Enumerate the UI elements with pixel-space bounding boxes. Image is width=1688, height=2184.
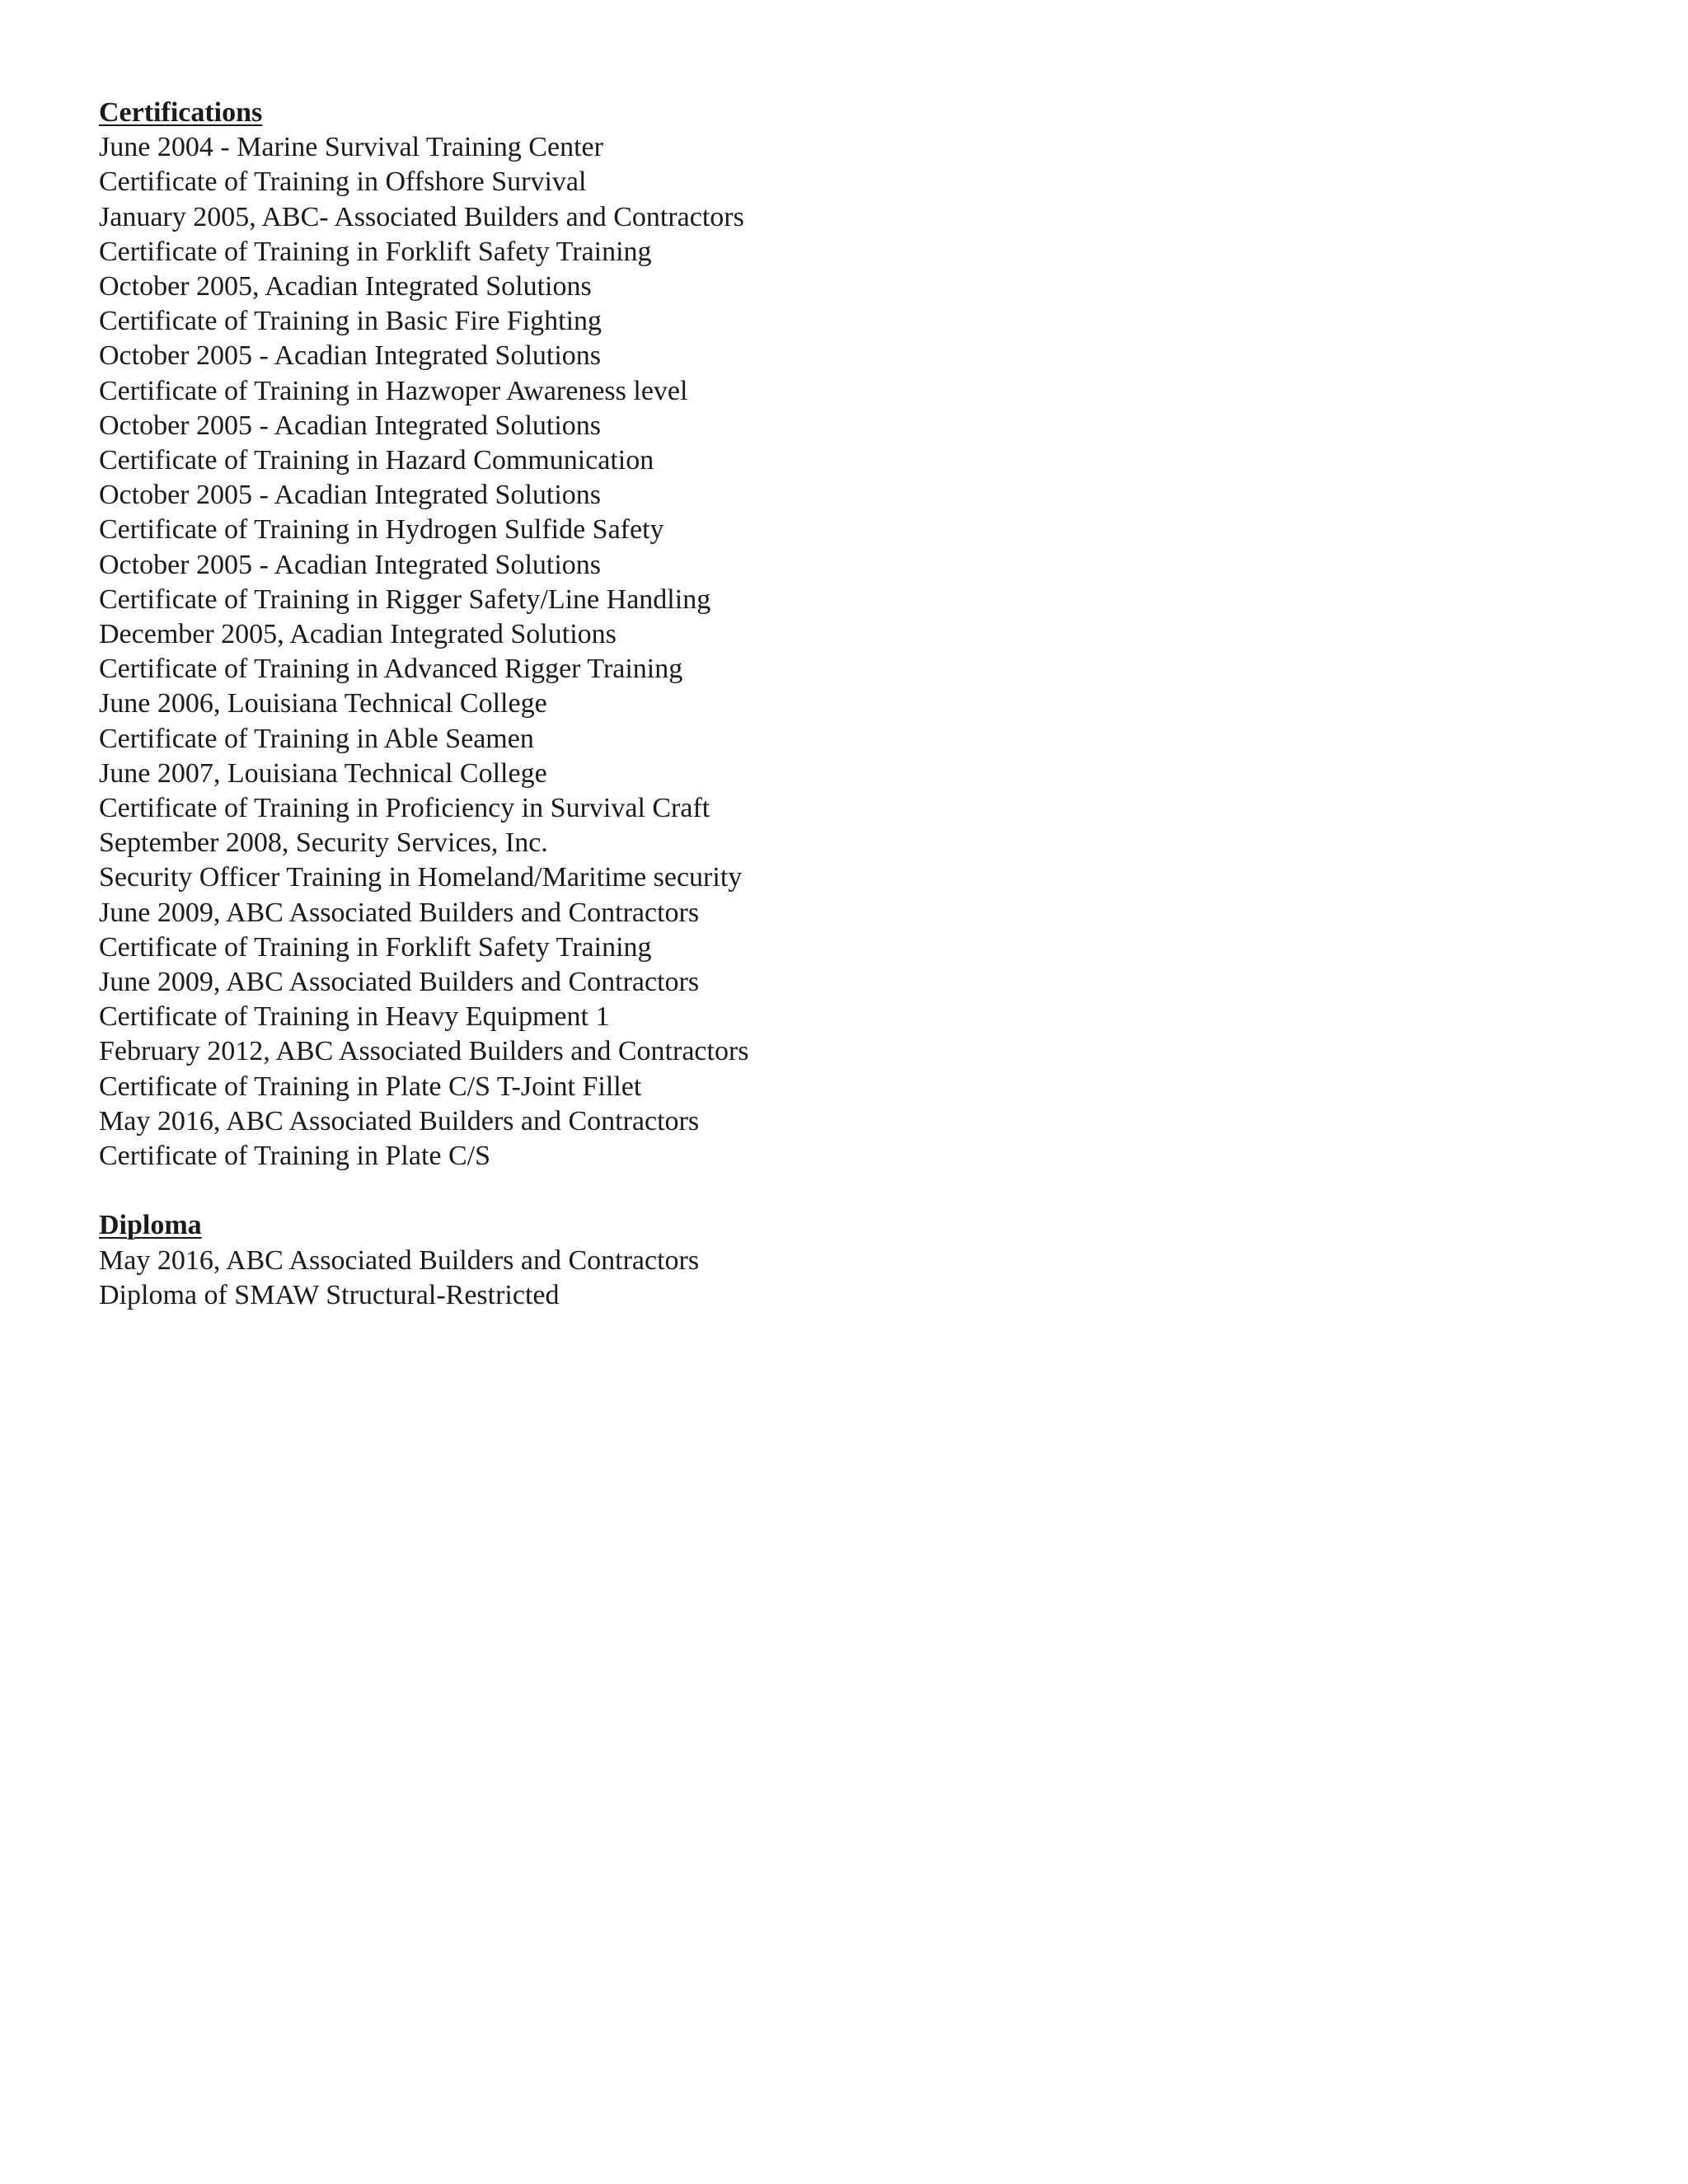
certification-line: September 2008, Security Services, Inc. <box>99 827 548 859</box>
certification-line: January 2005, ABC- Associated Builders and Contractors <box>99 201 744 232</box>
certification-line: Certificate of Training in Proficiency in Survival Craft <box>99 793 710 824</box>
certification-line: Certificate of Training in Forklift Safety Training <box>99 931 652 963</box>
certification-line: June 2006, Louisiana Technical College <box>99 688 547 719</box>
diploma-line: May 2016, ABC Associated Builders and Contractors <box>99 1244 700 1276</box>
certification-line: Certificate of Training in Heavy Equipment 1 <box>99 1001 610 1033</box>
certification-line: October 2005 - Acadian Integrated Solutions <box>99 549 602 580</box>
certification-line: Certificate of Training in Plate C/S T-Joint Fillet <box>99 1071 642 1102</box>
diploma-heading: Diploma <box>99 1210 202 1241</box>
diploma-line: Diploma of SMAW Structural-Restricted <box>99 1279 560 1310</box>
certification-line: Certificate of Training in Advanced Rigger Training <box>99 654 683 685</box>
certification-line: June 2009, ABC Associated Builders and Contractors <box>99 897 700 928</box>
certification-line: Security Officer Training in Homeland/Maritime security <box>99 862 743 893</box>
certification-line: October 2005 - Acadian Integrated Solutions <box>99 410 602 441</box>
certification-line: Certificate of Training in Plate C/S <box>99 1141 491 1172</box>
certification-line: Certificate of Training in Rigger Safety/Line Handling <box>99 583 711 615</box>
certification-line: Certificate of Training in Hazard Communication <box>99 445 654 476</box>
certification-line: Certificate of Training in Offshore Survival <box>99 166 587 198</box>
certification-line: October 2005 - Acadian Integrated Solutions <box>99 340 602 372</box>
certifications-heading: Certifications <box>99 97 263 128</box>
certification-line: December 2005, Acadian Integrated Solutions <box>99 619 617 650</box>
certification-line: June 2009, ABC Associated Builders and Contractors <box>99 967 700 998</box>
certification-line: Certificate of Training in Hydrogen Sulfide Safety <box>99 514 664 546</box>
certification-line: May 2016, ABC Associated Builders and Contractors <box>99 1105 700 1137</box>
certification-line: October 2005, Acadian Integrated Solutions <box>99 271 592 302</box>
certification-line: Certificate of Training in Basic Fire Fighting <box>99 306 603 337</box>
certifications-section <box>99 96 1253 1174</box>
certification-line: February 2012, ABC Associated Builders and Contractors <box>99 1036 749 1067</box>
certification-line: Certificate of Training in Hazwoper Awareness level <box>99 375 688 406</box>
diploma-section <box>99 1208 1253 1313</box>
certification-line: October 2005 - Acadian Integrated Solutions <box>99 480 602 511</box>
certification-line: Certificate of Training in Able Seamen <box>99 723 534 754</box>
certification-line: Certificate of Training in Forklift Safety Training <box>99 236 652 267</box>
document-content <box>99 96 1253 1313</box>
certification-line: June 2007, Louisiana Technical College <box>99 757 547 789</box>
certification-line: June 2004 - Marine Survival Training Center <box>99 132 603 163</box>
